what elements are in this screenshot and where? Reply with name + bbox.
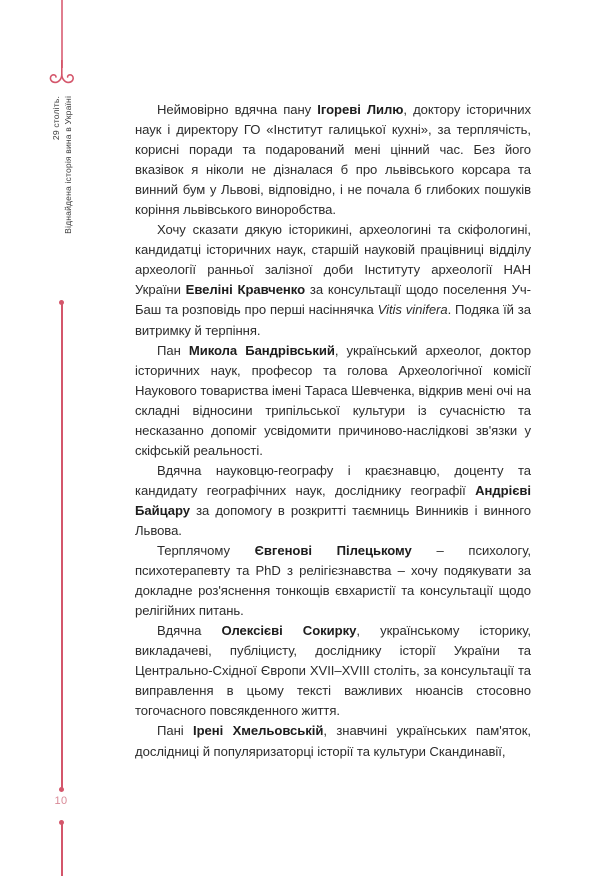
paragraph-p4 bbox=[135, 461, 531, 541]
bottom-vertical-rule-icon bbox=[61, 824, 63, 876]
text-run: Пан bbox=[157, 342, 189, 358]
paragraph-p2 bbox=[135, 220, 531, 340]
main-vertical-rule-icon bbox=[61, 303, 63, 790]
emphasised-name: Євгенові Пілецькому bbox=[254, 543, 412, 559]
paragraph-p1 bbox=[135, 100, 531, 220]
text-run: , український археолог, доктор історичних наук, професор та голова Археологічної комісії Наукового товариства імені Тараса Шевченка, відкрив мені очі на складні відносини трипільської культури із сучасністю та несказанно допоміг усвідомити причиново-наслідкові зв'язки у скіфській реальності. bbox=[135, 342, 531, 458]
page-number: 10 bbox=[54, 795, 68, 807]
running-head-line-2: Віднайдена історія вина в Україні bbox=[63, 96, 74, 234]
rule-dot-bottom-icon bbox=[59, 787, 64, 792]
emphasised-name: Евеліні Кравченко bbox=[185, 282, 306, 298]
text-run: , доктору історичних наук і директору ГО «Інститут галицької кухні», за терплячість, корисні поради та подарований мені цінний час. Без його вказівок я ніколи не дізналася б про львівського корсара та винний бум у Львові, відповідно, і не почала б глибоких пошуків коріння львівського виноробства. bbox=[135, 102, 531, 218]
text-run: за консультації щодо поселення Уч-Баш та розповідь про перші насіннячка bbox=[135, 282, 531, 318]
text-run: Вдячна науковцю-географу і краєзнавцю, доценту та кандидату географічних наук, досліднику географії bbox=[135, 462, 531, 498]
body-text-column bbox=[135, 100, 531, 762]
text-run: , українському історику, викладачеві, публіцисту, досліднику історії України та Центрально-Східної Європи XVII–XVIII століть, за консультації та виправлення в цьому тексті важливих нюансів стосовно тогочасного повсякденного життя. bbox=[135, 623, 531, 719]
text-run: Терплячому bbox=[157, 543, 255, 559]
text-run: за допомогу в розкритті таємниць Винників і винного Львова. bbox=[135, 502, 531, 538]
curl-flourish-icon bbox=[48, 60, 78, 86]
emphasised-name: Ірені Хмельовській bbox=[193, 723, 324, 739]
running-head-line-1: 29 століть. bbox=[51, 96, 61, 141]
top-vertical-rule-icon bbox=[61, 0, 63, 68]
text-run: – психологу, психотерапевту та PhD з релігієзнавства – хочу подякувати за докладне роз'яснення тонкощів євхаристії та консультації щодо релігійних питань. bbox=[135, 543, 531, 619]
paragraph-p7 bbox=[135, 721, 531, 761]
emphasised-name: Олексієві Сокирку bbox=[221, 623, 357, 639]
paragraph-p3 bbox=[135, 341, 531, 461]
running-head bbox=[0, 0, 74, 234]
paragraph-p5 bbox=[135, 541, 531, 621]
emphasised-name: Андрієві Байцару bbox=[135, 482, 531, 518]
text-run: . Подяка їй за витримку й терпіння. bbox=[135, 302, 531, 338]
text-run: Неймовірно вдячна пану bbox=[157, 102, 318, 117]
text-run: Хочу сказати дякую історикині, археологині та скіфологині, кандидатці історичних наук, старшій науковій працівниці відділу археології ранньої залізної доби Інституту археології НАН України bbox=[135, 222, 531, 298]
emphasised-name: Микола Бандрівський bbox=[188, 342, 335, 358]
left-margin-ornament-column bbox=[0, 0, 120, 872]
text-run: Вдячна bbox=[157, 623, 222, 639]
paragraph-p6 bbox=[135, 621, 531, 721]
text-run: Пані bbox=[157, 723, 194, 739]
text-run: , знавчині українських пам'яток, дослідниці й популяризаторці історії та культури Скандинавії, bbox=[135, 723, 531, 759]
latin-term: Vitis vinifera bbox=[377, 302, 448, 318]
emphasised-name: Ігореві Лилю bbox=[317, 102, 404, 117]
